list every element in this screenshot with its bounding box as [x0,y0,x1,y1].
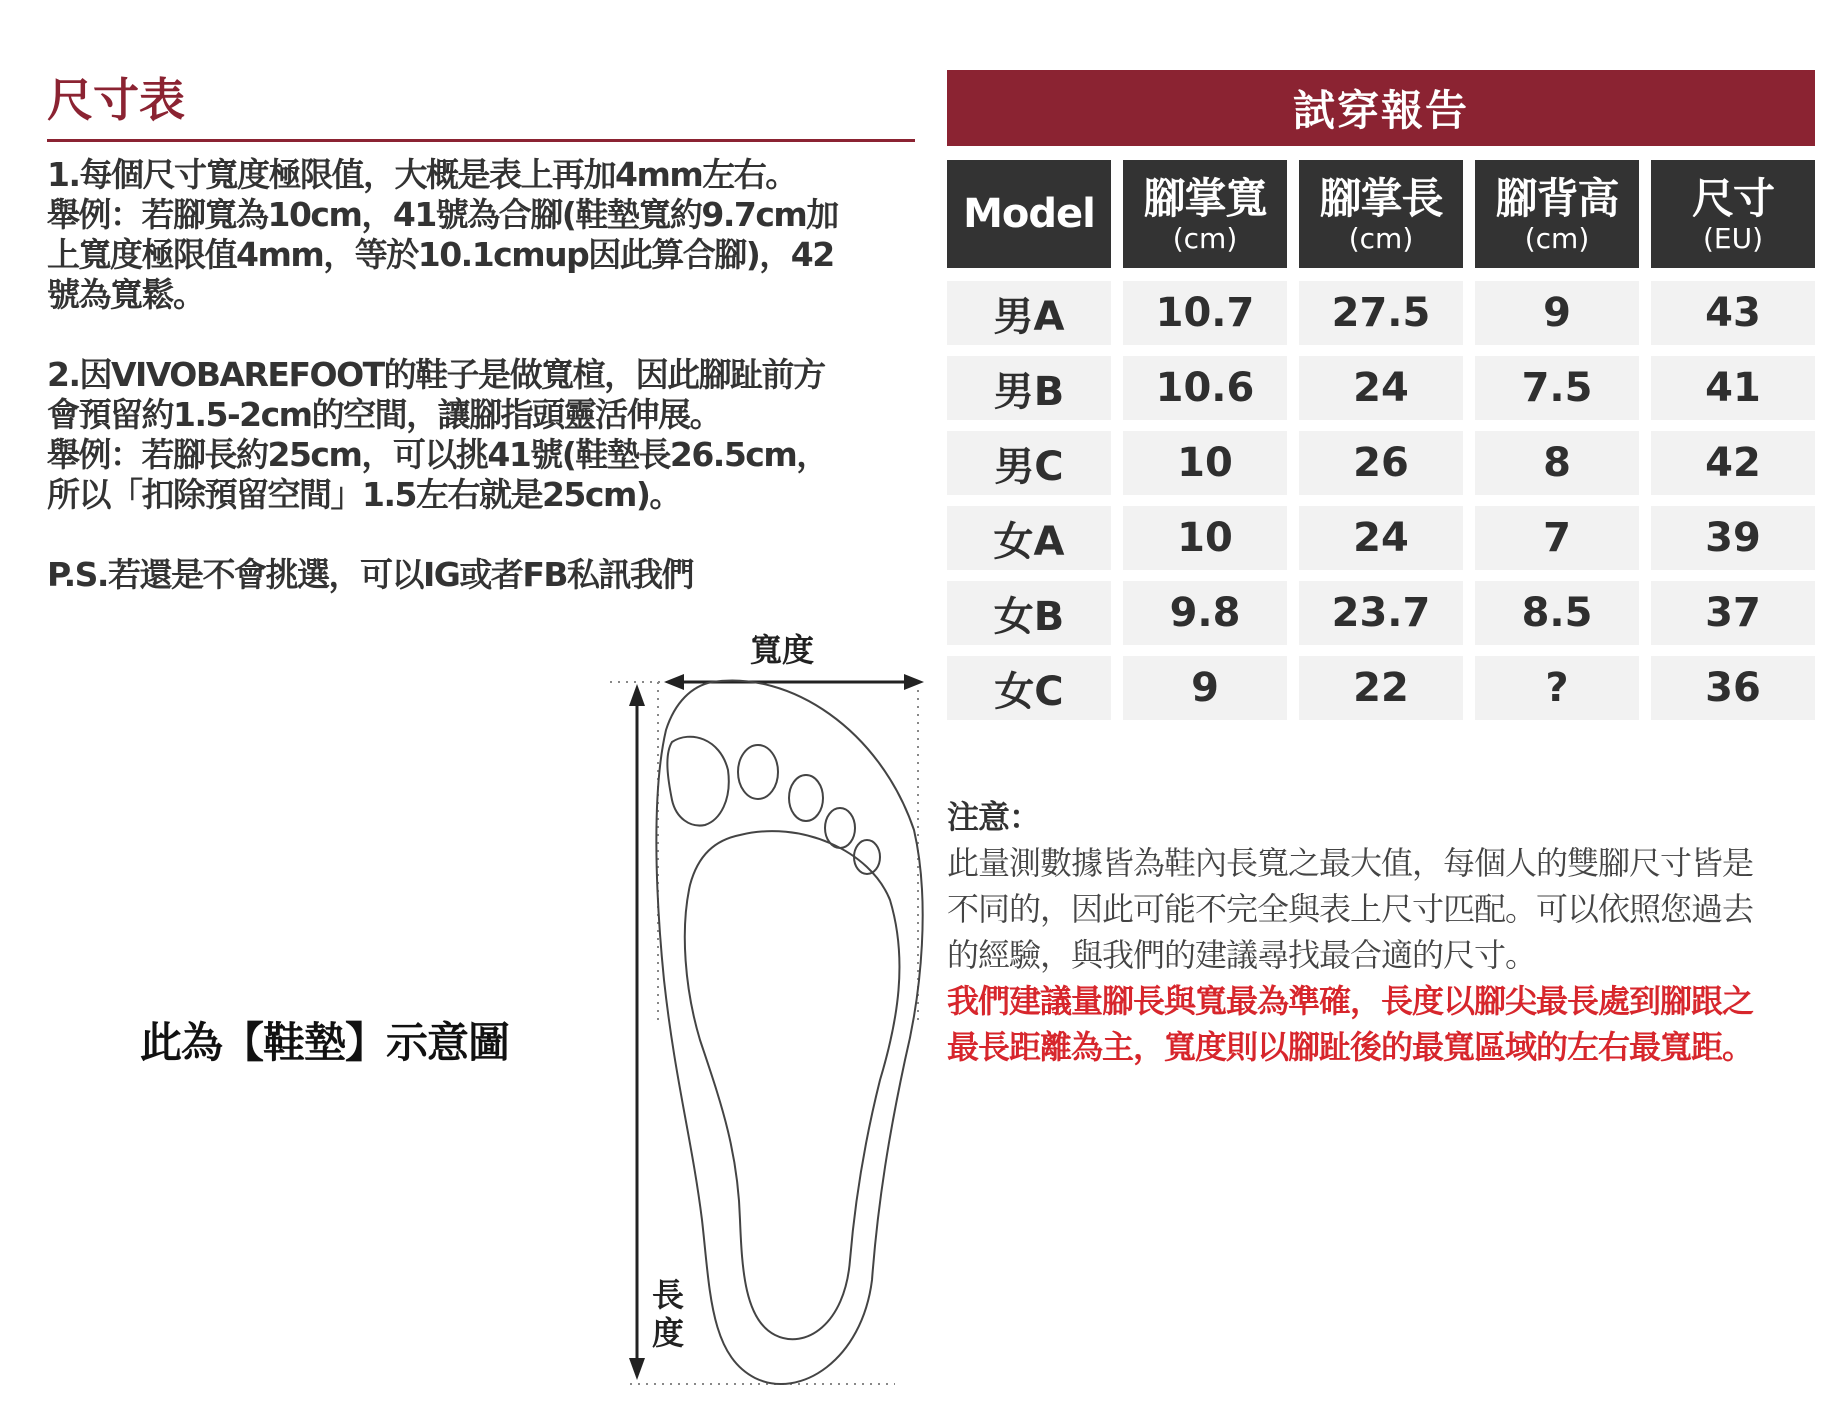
size-chart-title: 尺寸表 [47,73,185,127]
cell-length: 27.5 [1299,281,1463,345]
column-header-size [1651,160,1815,268]
toe-4 [825,808,855,848]
toe-3 [789,775,823,821]
cell-instep: ? [1475,656,1639,720]
width-label: 寬度 [750,631,815,669]
note-line: 此量測數據皆為鞋內長寬之最大值，每個人的雙腳尺寸皆是 [947,844,1754,882]
text-line: 舉例：若腳寬為10cm，41號為合腳(鞋墊寬約9.7cm加 [47,195,838,234]
column-header-length [1299,160,1463,268]
cell-model: 男B [947,356,1111,420]
column-header-width [1123,160,1287,268]
length-explanation [47,355,927,515]
text-line: 2.因VIVOBAREFOOT的鞋子是做寬楦，因此腳趾前方 [47,355,825,394]
cell-model: 男C [947,431,1111,495]
note-section [947,794,1827,1070]
cell-width: 9.8 [1123,581,1287,645]
cell-width: 10 [1123,506,1287,570]
title-divider [47,139,915,142]
cell-width: 9 [1123,656,1287,720]
cell-model: 女B [947,581,1111,645]
cell-model: 男A [947,281,1111,345]
width-arrow-right-head [904,674,924,690]
column-header-label: 腳掌長 [1319,174,1443,223]
cell-width: 10 [1123,431,1287,495]
insole-outline [656,680,922,1384]
cell-length: 26 [1299,431,1463,495]
insole-diagram-caption: 此為【鞋墊】示意圖 [140,1018,510,1067]
cell-size: 36 [1651,656,1815,720]
toe-5 [854,840,880,874]
column-header-unit: (cm) [1524,222,1590,255]
cell-instep: 8 [1475,431,1639,495]
width-explanation [47,155,927,315]
note-highlight-line: 我們建議量腳長與寬最為準確，長度以腳尖最長處到腳跟之 [947,982,1754,1020]
cell-model: 女A [947,506,1111,570]
note-title: 注意： [947,798,1041,836]
cell-length: 22 [1299,656,1463,720]
cell-instep: 7 [1475,506,1639,570]
text-line: 所以「扣除預留空間」1.5左右就是25cm)。 [47,475,681,514]
cell-instep: 9 [1475,281,1639,345]
big-toe [667,737,728,826]
text-line: 1.每個尺寸寬度極限值，大概是表上再加4mm左右。 [47,155,797,194]
cell-instep: 8.5 [1475,581,1639,645]
length-arrow-top-head [629,684,645,706]
width-arrow-left-head [664,674,684,690]
cell-size: 43 [1651,281,1815,345]
cell-model: 女C [947,656,1111,720]
text-line: 上寬度極限值4mm，等於10.1cmup因此算合腳)，42 [47,235,834,274]
column-header-instep [1475,160,1639,268]
cell-length: 24 [1299,506,1463,570]
cell-size: 42 [1651,431,1815,495]
text-line: 號為寬鬆。 [47,275,205,314]
cell-size: 39 [1651,506,1815,570]
cell-length: 23.7 [1299,581,1463,645]
column-header-label: 尺寸 [1691,174,1774,223]
cell-length: 24 [1299,356,1463,420]
cell-size: 41 [1651,356,1815,420]
ps-note: P.S.若還是不會挑選，可以IG或者FB私訊我們 [47,555,694,594]
cell-width: 10.7 [1123,281,1287,345]
toe-2 [738,745,778,799]
column-header-unit: (EU) [1702,222,1764,255]
note-highlight-line: 最長距離為主，寬度則以腳趾後的最寬區域的左右最寬距。 [947,1028,1754,1066]
text-line: 舉例：若腳長約25cm，可以挑41號(鞋墊長26.5cm， [47,435,828,474]
column-header-label: 腳掌寬 [1143,174,1267,223]
column-header-label: Model [963,191,1095,237]
footprint-sole [685,831,900,1339]
length-arrow-bottom-head [629,1358,645,1380]
cell-instep: 7.5 [1475,356,1639,420]
column-header-unit: (cm) [1348,222,1414,255]
column-header-model [947,160,1111,268]
note-line: 的經驗，與我們的建議尋找最合適的尺寸。 [947,936,1537,974]
note-line: 不同的，因此可能不完全與表上尺寸匹配。可以依照您過去 [947,890,1754,928]
cell-width: 10.6 [1123,356,1287,420]
text-line: 會預留約1.5-2cm的空間，讓腳指頭靈活伸展。 [47,395,722,434]
column-header-label: 腳背高 [1495,174,1619,223]
cell-size: 37 [1651,581,1815,645]
fitting-report-header: 試穿報告 [947,70,1815,146]
length-label: 長 度 [651,1276,684,1352]
column-header-unit: (cm) [1172,222,1238,255]
